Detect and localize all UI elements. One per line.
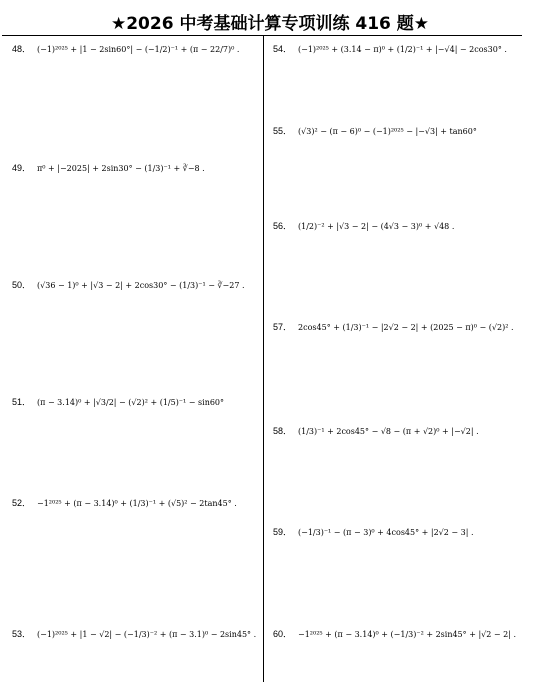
problem-expression: (−1)²⁰²⁵ + |1 − 2sin60°| − (−1/2)⁻¹ + (π − 22/7)⁰ .: [37, 45, 240, 54]
problem-expression: 2cos45° + (1/3)⁻¹ − |2√2 − 2| + (2025 − π)⁰ − (√2)² .: [298, 323, 514, 332]
problem-number: 60．: [273, 629, 293, 639]
problem-60: [273, 627, 516, 640]
problem-number: 53．: [12, 629, 32, 639]
problem-number: 52．: [12, 498, 32, 508]
page-title: ★2026 中考基础计算专项训练 416 题★: [110, 14, 430, 34]
column-divider: [263, 36, 264, 682]
problem-58: [273, 424, 479, 437]
problem-number: 58．: [273, 426, 293, 436]
problem-number: 59．: [273, 527, 293, 537]
problem-expression: −1²⁰²⁵ + (π − 3.14)⁰ + (1/3)⁻¹ + (√5)² − 2tan45° .: [37, 499, 237, 508]
problem-number: 50．: [12, 280, 32, 290]
problem-number: 54．: [273, 44, 293, 54]
problem-expression: (√36 − 1)⁰ + |√3 − 2| + 2cos30° − (1/3)⁻¹ − ∛−27 .: [37, 281, 245, 290]
problem-49: [12, 161, 205, 174]
problem-number: 56．: [273, 221, 293, 231]
problem-number: 51．: [12, 397, 32, 407]
problem-48: [12, 42, 239, 55]
problem-59: [273, 525, 474, 538]
problem-expression: (π − 3.14)⁰ + |√3/2| − (√2)² + (1/5)⁻¹ − sin60°: [37, 398, 225, 407]
problem-55: [273, 124, 477, 137]
problem-expression: π⁰ + |−2025| + 2sin30° − (1/3)⁻¹ + ∛−8 .: [37, 164, 205, 173]
problem-expression: (−1)²⁰²⁵ + |1 − √2| − (−1/3)⁻² + (π − 3.1)⁰ − 2sin45° .: [37, 630, 257, 639]
title-divider: [2, 35, 522, 36]
problem-expression: (√3)² − (π − 6)⁰ − (−1)²⁰²⁵ − |−√3| + tan60°: [298, 127, 477, 136]
problem-number: 57．: [273, 322, 293, 332]
problem-56: [273, 219, 454, 232]
problem-number: 55．: [273, 126, 293, 136]
problem-number: 48．: [12, 44, 32, 54]
problem-number: 49．: [12, 163, 32, 173]
problem-expression: (1/2)⁻² + |√3 − 2| − (4√3 − 3)⁰ + √48 .: [298, 222, 455, 231]
problem-expression: (−1/3)⁻¹ − (π − 3)⁰ + 4cos45° + |2√2 − 3| .: [298, 528, 474, 537]
problem-expression: (1/3)⁻¹ + 2cos45° − √8 − (π + √2)⁰ + |−√2| .: [298, 427, 479, 436]
problem-expression: −1²⁰²⁵ + (π − 3.14)⁰ + (−1/3)⁻² + 2sin45° + |√2 − 2| .: [298, 630, 516, 639]
problem-57: [273, 320, 514, 333]
problem-50: [12, 278, 245, 291]
problem-52: [12, 496, 237, 509]
problem-expression: (−1)²⁰²⁵ + (3.14 − π)⁰ + (1/2)⁻¹ + |−√4| − 2cos30° .: [298, 45, 507, 54]
problem-54: [273, 42, 507, 55]
problem-51: [12, 395, 224, 408]
problem-53: [12, 627, 256, 640]
